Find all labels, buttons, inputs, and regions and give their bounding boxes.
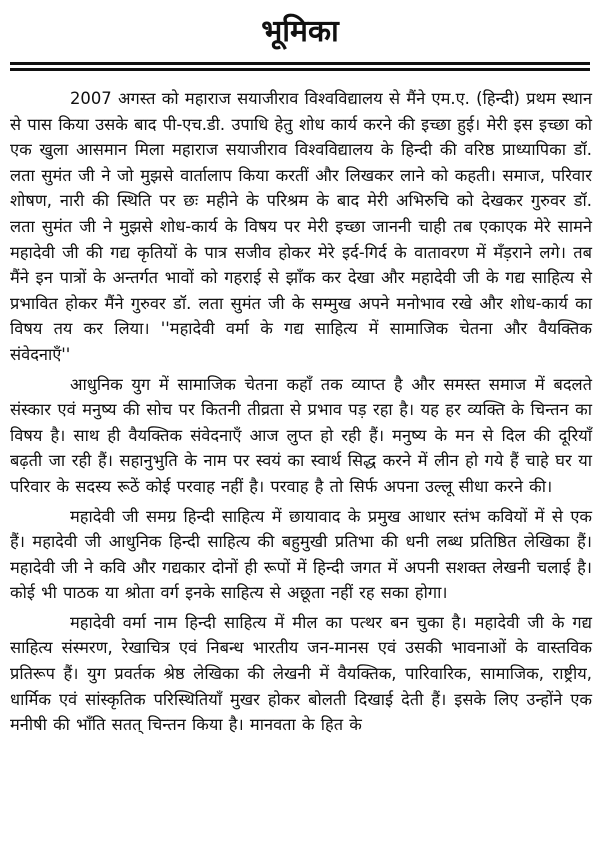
body-text (10, 86, 592, 742)
page-title: भूमिका (261, 14, 339, 49)
paragraph-3: महादेवी जी समग्र हिन्दी साहित्य में छायावाद के प्रमुख आधार स्तंभ कवियों में से एक हैं। महादेवी जी आधुनिक हिन्दी साहित्य की बहुमुखी प्रतिभा की धनी लब्ध प्रतिष्ठित लेखिका हैं। महादेवी जी ने कवि और गद्यकार दोनों ही रूपों में हिन्दी जगत में अपनी सशक्त लेखनी चलाई है। कोई भी पाठक या श्रोता वर्ग इनके साहित्य से अछूता नहीं रह सका होगा। (10, 506, 592, 603)
paragraph-1: 2007 अगस्त को महाराज सयाजीराव विश्वविद्यालय से मैंने एम.ए. (हिन्दी) प्रथम स्थान से पास किया उसके बाद पी-एच.डी. उपाधि हेतु शोध कार्य करने की इच्छा हुई। मेरी इस इच्छा को एक खुला आसमान मिला महाराज सयाजीराव विश्वविद्यालय के हिन्दी की वरिष्ठ प्राध्यापिका डॉ. लता सुमंत जी ने जो मुझसे वार्तालाप किया करतीं और लिखकर लाने को कहती। समाज, परिवार शोषण, नारी की स्थिति पर छः महीने के परिश्रम के बाद मेरी अभिरुचि को देखकर गुरुवर डॉ. लता सुमंत जी ने मुझसे शोध-कार्य के विषय पर मेरी इच्छा जाननी चाही तब एकाएक मेरे सामने महादेवी जी की गद्य कृतियों के पात्र सजीव होकर मेरे इर्द-गिर्द के वातावरण में मँड़राने लगे। तब मैंने इन पात्रों के अन्तर्गत भावों को गहराई से झाँक कर देखा और महादेवी जी के गद्य साहित्य से प्रभावित होकर मैंने गुरुवर डॉ. लता सुमंत जी के सम्मुख अपने मनोभाव रखे और शोध-कार्य का विषय तय कर लिया। ''महादेवी वर्मा के गद्य साहित्य में सामाजिक चेतना और वैयक्तिक संवेदनाएँ'' (10, 89, 592, 364)
title-underline-top (10, 62, 590, 65)
title-underline-bottom (10, 68, 590, 71)
paragraph-4: महादेवी वर्मा नाम हिन्दी साहित्य में मील का पत्थर बन चुका है। महादेवी जी के गद्य साहित्य संस्मरण, रेखाचित्र एवं निबन्ध भारतीय जन-मानस एवं उसकी भावनाओं के वास्तविक प्रतिरूप हैं। युग प्रवर्तक श्रेष्ठ लेखिका की लेखनी में वैयक्तिक, पारिवारिक, सामाजिक, राष्ट्रीय, धार्मिक एवं सांस्कृतिक परिस्थितियाँ मुखर होकर बोलती दिखाई देती हैं। इसके लिए उन्होंने एक मनीषी की भाँति सतत् चिन्तन किया है। मानवता के हित के (10, 612, 592, 735)
paragraph-2: आधुनिक युग में सामाजिक चेतना कहाँ तक व्याप्त है और समस्त समाज में बदलते संस्कार एवं मनुष्य की सोच पर कितनी तीव्रता से प्रभाव पड़ रहा है। यह हर व्यक्ति के चिन्तन का विषय है। साथ ही वैयक्तिक संवेदनाएँ आज लुप्त हो रही हैं। मनुष्य के मन से दिल की दूरियाँ बढ़ती जा रही हैं। सहानुभुति के नाम पर स्वयं का स्वार्थ सिद्ध करने में लीन हो गये हैं चाहे घर या परिवार के सदस्य रूठें कोई परवाह नहीं है। परवाह है तो सिर्फ अपना उल्लू सीधा करने की। (10, 374, 592, 496)
